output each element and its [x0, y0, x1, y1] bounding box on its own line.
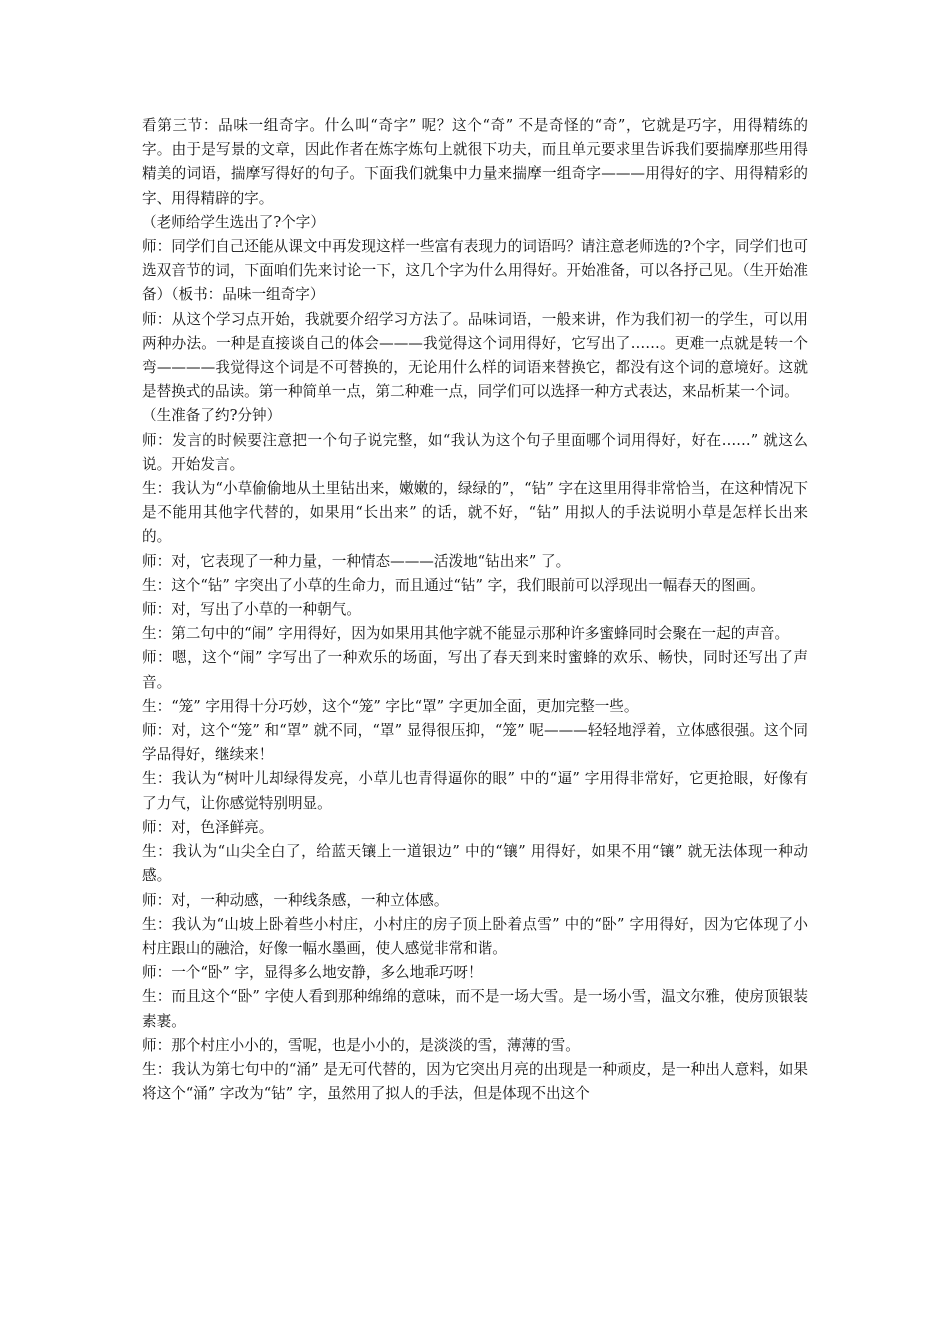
paragraph-teacher: 师：一个“卧” 字，显得多么地安静，多么地乖巧呀！	[142, 964, 483, 982]
paragraph-teacher: 师：对，一种动感，一种线条感，一种立体感。	[142, 891, 449, 909]
paragraph-teacher: 师：对，它表现了一种力量，一种情态———活泼地“钻出来” 了。	[142, 552, 571, 570]
paragraph-teacher: 师：嗯，这个“闹” 字写出了一种欢乐的场面，写出了春天到来时蜜蜂的欢乐、畅快，同时还写出了声音。	[142, 649, 808, 691]
paragraph-intro: 看第三节：品味一组奇字。什么叫“奇字” 呢？这个“奇” 不是奇怪的“奇”，它就是巧字，用得精练的字。由于是写景的文章，因此作者在炼字炼句上就很下功夫，而且单元要求里告诉我们要揣摩那些用得精美的词语，揣摩写得好的句子。下面我们就集中力量来揣摩一组奇字———用得好的字、用得精彩的字、用得精辟的字。	[142, 117, 808, 207]
paragraph-student: 生：我认为第七句中的“涌” 是无可代替的，因为它突出月亮的出现是一种顽皮，是一种出人意料，如果将这个“涌” 字改为“钻” 字，虽然用了拟人的手法，但是体现不出这个	[142, 1060, 808, 1103]
paragraph-student: 生：“笼” 字用得十分巧妙，这个“笼” 字比“罩” 字更加全面，更加完整一些。	[142, 697, 639, 715]
paragraph-teacher: 师：对，写出了小草的一种朝气。	[142, 601, 361, 619]
paragraph-student: 生：我认为“山坡上卧着些小村庄，小村庄的房子顶上卧着点雪” 中的“卧” 字用得好，因为它体现了小村庄跟山的融洽，好像一幅水墨画，使人感觉非常和谐。	[142, 915, 808, 957]
paragraph-note: （生准备了约?分钟）	[142, 407, 282, 425]
paragraph-student: 生：而且这个“卧” 字使人看到那种绵绵的意味，而不是一场大雪。是一场小雪，温文尔雅，使房顶银装素裹。	[142, 988, 808, 1030]
paragraph-teacher: 师：对，这个“笼” 和“罩” 就不同，“罩” 显得很压抑，“笼” 呢———轻轻地浮着，立体感很强。这个同学品得好，继续来！	[142, 722, 808, 764]
paragraph-student: 生：我认为“小草偷偷地从土里钻出来，嫩嫩的，绿绿的”，“钻” 字在这里用得非常恰当，在这种情况下是不能用其他字代替的，如果用“长出来” 的话，就不好，“钻” 用拟人的手法说明小草是怎样长出来的。	[142, 480, 808, 546]
document-body	[142, 114, 808, 1106]
paragraph-note: （老师给学生选出了?个字）	[142, 213, 325, 231]
paragraph-student: 生：第二句中的“闹” 字用得好，因为如果用其他字就不能显示那种许多蜜蜂同时会聚在一起的声音。	[142, 625, 790, 643]
paragraph-student: 生：我认为“树叶儿却绿得发亮，小草儿也青得逼你的眼” 中的“逼” 字用得非常好，它更抢眼，好像有了力气，让你感觉特别明显。	[142, 770, 808, 812]
paragraph-student: 生：我认为“山尖全白了，给蓝天镶上一道银边” 中的“镶” 用得好，如果不用“镶” 就无法体现一种动感。	[142, 843, 808, 885]
paragraph-teacher: 师：对，色泽鲜亮。	[142, 818, 274, 836]
paragraph-teacher: 师：从这个学习点开始，我就要介绍学习方法了。品味词语，一般来讲，作为我们初一的学生，可以用两种办法。一种是直接谈自己的体会———我觉得这个词用得好，它写出了……。更难一点就是转一个弯————我觉得这个词是不可替换的，无论用什么样的词语来替换它，都没有这个词的意境好。这就是替换式的品读。第一种简单一点，第二种难一点，同学们可以选择一种方式表达，来品析某一个词。	[142, 310, 808, 401]
paragraph-teacher: 师：发言的时候要注意把一个句子说完整，如“我认为这个句子里面哪个词用得好，好在……” 就这么说。开始发言。	[142, 431, 808, 473]
paragraph-teacher: 师：同学们自己还能从课文中再发现这样一些富有表现力的词语吗？请注意老师选的?个字，同学们也可选双音节的词，下面咱们先来讨论一下，这几个字为什么用得好。开始准备，可以各抒己见。（生开始准备）（板书：品味一组奇字）	[142, 238, 808, 304]
paragraph-student: 生：这个“钻” 字突出了小草的生命力，而且通过“钻” 字，我们眼前可以浮现出一幅春天的图画。	[142, 576, 765, 594]
paragraph-teacher: 师：那个村庄小小的，雪呢，也是小小的，是淡淡的雪，薄薄的雪。	[142, 1036, 580, 1054]
